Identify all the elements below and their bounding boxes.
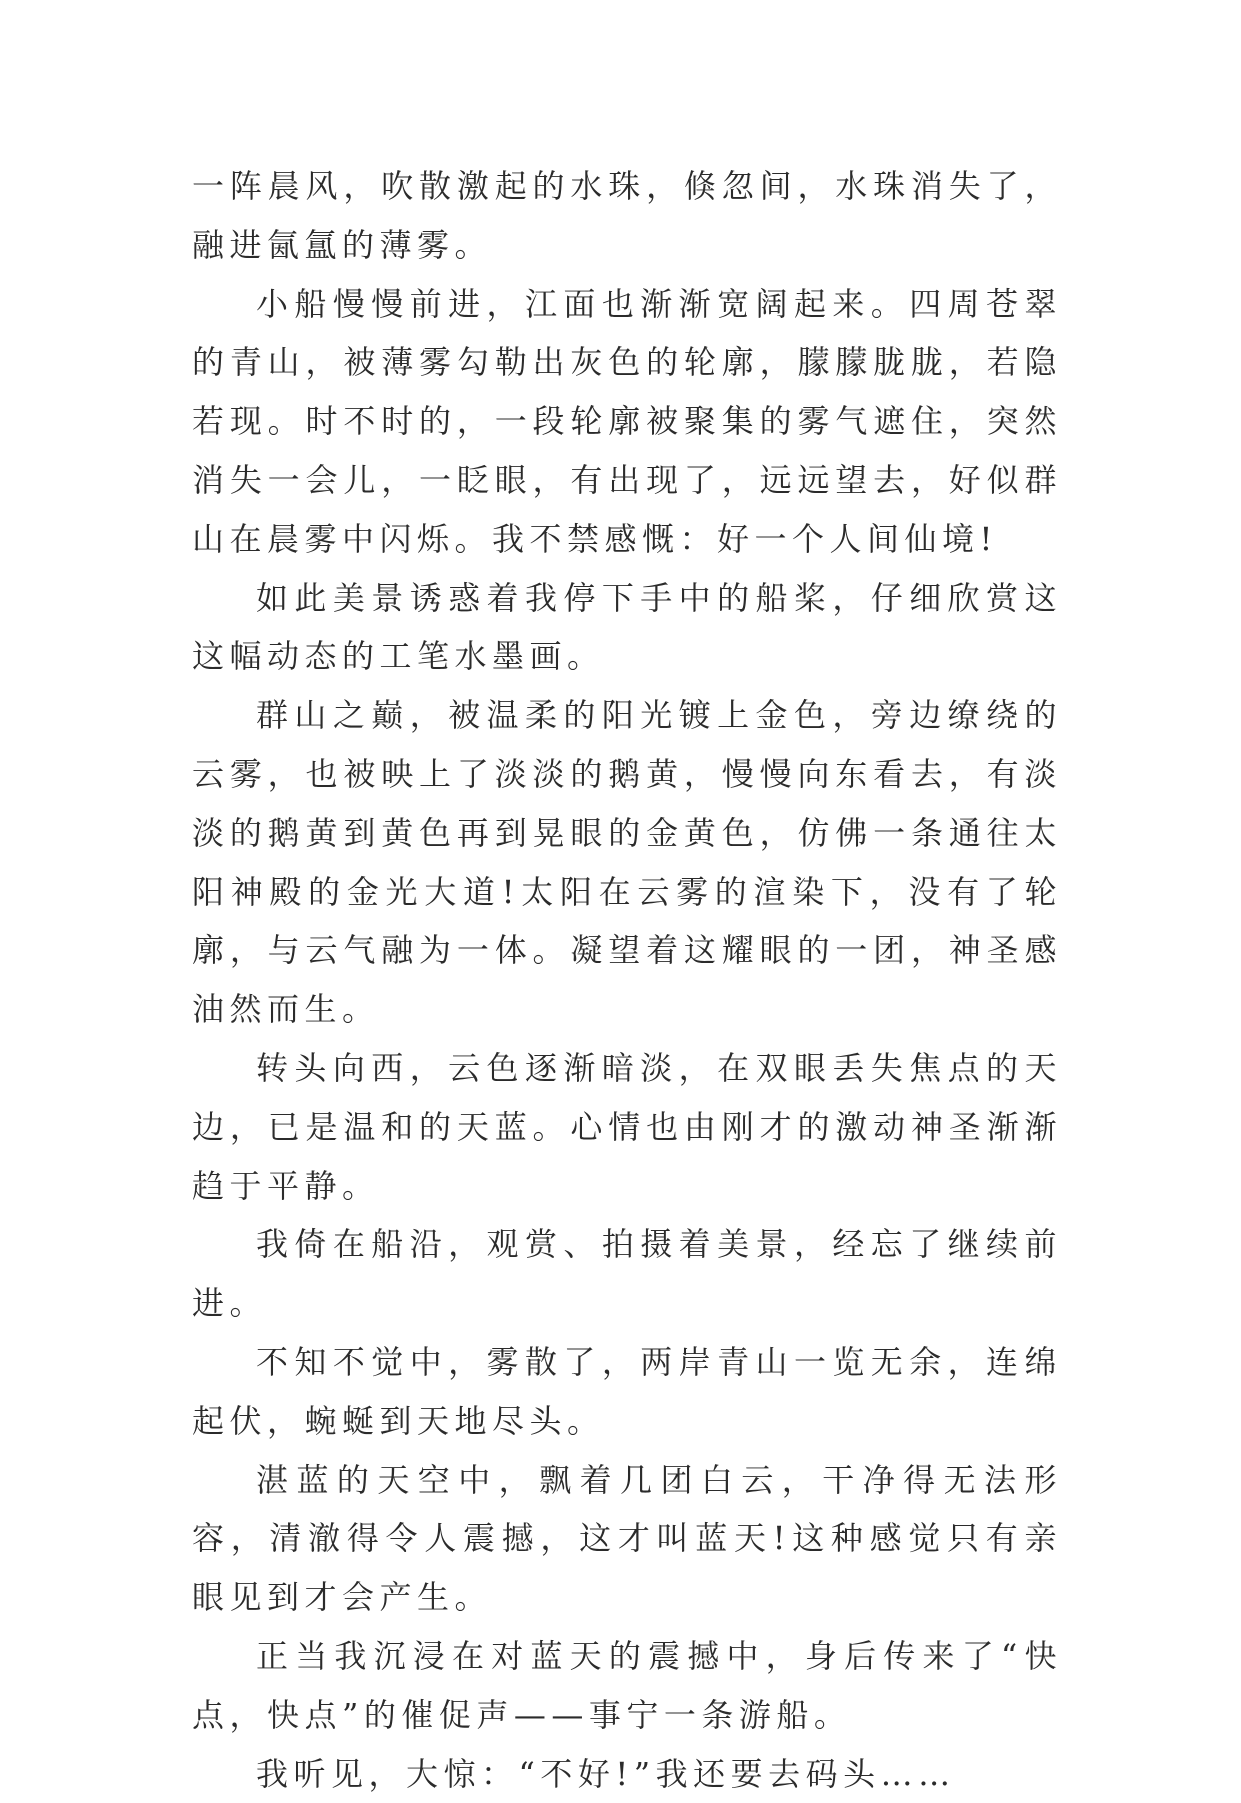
paragraph-5: 转头向西，云色逐渐暗淡，在双眼丢失焦点的天边，已是温和的天蓝。心情也由刚才的激动神圣渐渐趋于平静。	[192, 1048, 1062, 1205]
paragraph-1: 一阵晨风，吹散激起的水珠，倏忽间，水珠消失了，融进氤氲的薄雾。	[192, 167, 1062, 264]
paragraph-3: 如此美景诱惑着我停下手中的船桨，仔细欣赏这这幅动态的工笔水墨画。	[192, 578, 1062, 676]
paragraph-9: 正当我沉浸在对蓝天的震撼中，身后传来了“快点，快点”的催促声——事宁一条游船。	[192, 1636, 1062, 1734]
body-text	[192, 157, 1062, 1803]
paragraph-6: 我倚在船沿，观赏、拍摄着美景，经忘了继续前进。	[192, 1225, 1062, 1323]
paragraph-7: 不知不觉中，雾散了，两岸青山一览无余，连绵起伏，蜿蜒到天地尽头。	[192, 1342, 1062, 1440]
paragraph-4: 群山之巅，被温柔的阳光镀上金色，旁边缭绕的云雾，也被映上了淡淡的鹅黄，慢慢向东看去，有淡淡的鹅黄到黄色再到晃眼的金黄色，仿佛一条通往太阳神殿的金光大道!太阳在云雾的渲染下，没有了轮廓，与云气融为一体。凝望着这耀眼的一团，神圣感油然而生。	[192, 696, 1062, 1029]
paragraph-10: 我听见，大惊：“不好!”我还要去码头……	[256, 1754, 956, 1793]
paragraph-8: 湛蓝的天空中，飘着几团白云，干净得无法形容，清澈得令人震撼，这才叫蓝天!这种感觉只有亲眼见到才会产生。	[192, 1460, 1062, 1617]
paragraph-2: 小船慢慢前进，江面也渐渐宽阔起来。四周苍翠的青山，被薄雾勾勒出灰色的轮廓，朦朦胧胧，若隐若现。时不时的，一段轮廓被聚集的雾气遮住，突然消失一会儿，一眨眼，有出现了，远远望去，好似群山在晨雾中闪烁。我不禁感慨：好一个人间仙境!	[192, 284, 1062, 558]
